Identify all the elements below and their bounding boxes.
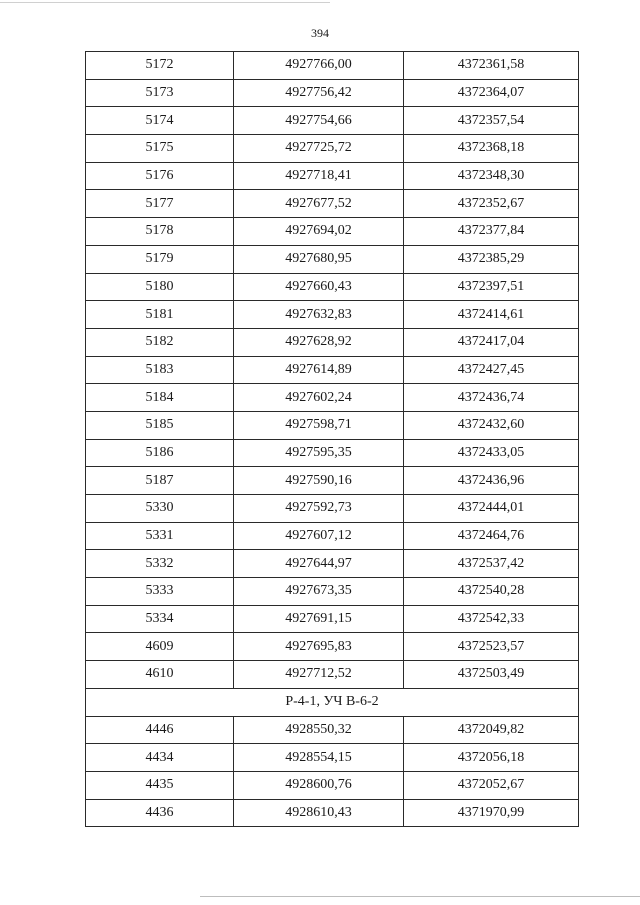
table-row — [86, 384, 579, 412]
table-row — [86, 771, 579, 799]
table-row — [86, 495, 579, 523]
point-number-cell: 4434 — [86, 744, 234, 772]
point-number-cell: 5178 — [86, 218, 234, 246]
point-number-cell: 5332 — [86, 550, 234, 578]
y-coordinate-cell: 4372364,07 — [404, 79, 579, 107]
scan-edge-line — [0, 2, 330, 3]
table-row — [86, 328, 579, 356]
table-row — [86, 744, 579, 772]
table-row — [86, 605, 579, 633]
x-coordinate-cell: 4928610,43 — [234, 799, 404, 827]
y-coordinate-cell: 4372385,29 — [404, 245, 579, 273]
x-coordinate-cell: 4927766,00 — [234, 52, 404, 80]
y-coordinate-cell: 4372436,96 — [404, 467, 579, 495]
y-coordinate-cell: 4372436,74 — [404, 384, 579, 412]
x-coordinate-cell: 4927592,73 — [234, 495, 404, 523]
x-coordinate-cell: 4927725,72 — [234, 135, 404, 163]
table-row — [86, 301, 579, 329]
table-row — [86, 52, 579, 80]
x-coordinate-cell: 4927590,16 — [234, 467, 404, 495]
x-coordinate-cell: 4928550,32 — [234, 716, 404, 744]
x-coordinate-cell: 4927756,42 — [234, 79, 404, 107]
y-coordinate-cell: 4372444,01 — [404, 495, 579, 523]
table-row — [86, 633, 579, 661]
point-number-cell: 5179 — [86, 245, 234, 273]
table-row — [86, 411, 579, 439]
point-number-cell: 4436 — [86, 799, 234, 827]
x-coordinate-cell: 4927644,97 — [234, 550, 404, 578]
y-coordinate-cell: 4372537,42 — [404, 550, 579, 578]
point-number-cell: 5187 — [86, 467, 234, 495]
point-number-cell: 5173 — [86, 79, 234, 107]
table-row — [86, 439, 579, 467]
table-row — [86, 716, 579, 744]
table-row — [86, 578, 579, 606]
x-coordinate-cell: 4927632,83 — [234, 301, 404, 329]
y-coordinate-cell: 4372414,61 — [404, 301, 579, 329]
point-number-cell: 4435 — [86, 771, 234, 799]
point-number-cell: 5183 — [86, 356, 234, 384]
y-coordinate-cell: 4372433,05 — [404, 439, 579, 467]
x-coordinate-cell: 4927712,52 — [234, 661, 404, 689]
y-coordinate-cell: 4372542,33 — [404, 605, 579, 633]
x-coordinate-cell: 4927694,02 — [234, 218, 404, 246]
table-row — [86, 107, 579, 135]
point-number-cell: 4609 — [86, 633, 234, 661]
table-row — [86, 522, 579, 550]
point-number-cell: 5176 — [86, 162, 234, 190]
y-coordinate-cell: 4372540,28 — [404, 578, 579, 606]
point-number-cell: 5182 — [86, 328, 234, 356]
point-number-cell: 5181 — [86, 301, 234, 329]
y-coordinate-cell: 4372368,18 — [404, 135, 579, 163]
point-number-cell: 4446 — [86, 716, 234, 744]
y-coordinate-cell: 4372503,49 — [404, 661, 579, 689]
y-coordinate-cell: 4372348,30 — [404, 162, 579, 190]
section-header-body — [86, 688, 579, 716]
table-row — [86, 245, 579, 273]
point-number-cell: 5331 — [86, 522, 234, 550]
coordinates-table-body — [86, 52, 579, 689]
x-coordinate-cell: 4927628,92 — [234, 328, 404, 356]
x-coordinate-cell: 4927595,35 — [234, 439, 404, 467]
x-coordinate-cell: 4927614,89 — [234, 356, 404, 384]
y-coordinate-cell: 4372357,54 — [404, 107, 579, 135]
y-coordinate-cell: 4372056,18 — [404, 744, 579, 772]
point-number-cell: 5172 — [86, 52, 234, 80]
y-coordinate-cell: 4372417,04 — [404, 328, 579, 356]
coordinates-table-body-section — [86, 716, 579, 827]
table-row — [86, 218, 579, 246]
x-coordinate-cell: 4928554,15 — [234, 744, 404, 772]
x-coordinate-cell: 4927598,71 — [234, 411, 404, 439]
point-number-cell: 5185 — [86, 411, 234, 439]
table-row — [86, 356, 579, 384]
table-row — [86, 273, 579, 301]
table-row — [86, 799, 579, 827]
point-number-cell: 5174 — [86, 107, 234, 135]
x-coordinate-cell: 4927602,24 — [234, 384, 404, 412]
table-row — [86, 661, 579, 689]
table-row — [86, 550, 579, 578]
y-coordinate-cell: 4372352,67 — [404, 190, 579, 218]
y-coordinate-cell: 4372377,84 — [404, 218, 579, 246]
x-coordinate-cell: 4927680,95 — [234, 245, 404, 273]
y-coordinate-cell: 4372361,58 — [404, 52, 579, 80]
point-number-cell: 5177 — [86, 190, 234, 218]
y-coordinate-cell: 4372464,76 — [404, 522, 579, 550]
table-row — [86, 135, 579, 163]
x-coordinate-cell: 4927660,43 — [234, 273, 404, 301]
point-number-cell: 5334 — [86, 605, 234, 633]
scan-edge-line-bottom — [200, 896, 640, 897]
y-coordinate-cell: 4372397,51 — [404, 273, 579, 301]
x-coordinate-cell: 4927754,66 — [234, 107, 404, 135]
y-coordinate-cell: 4372049,82 — [404, 716, 579, 744]
x-coordinate-cell: 4928600,76 — [234, 771, 404, 799]
point-number-cell: 5186 — [86, 439, 234, 467]
x-coordinate-cell: 4927677,52 — [234, 190, 404, 218]
table-row — [86, 467, 579, 495]
point-number-cell: 5333 — [86, 578, 234, 606]
point-number-cell: 5175 — [86, 135, 234, 163]
page-number: 394 — [311, 26, 329, 40]
coordinates-table — [85, 51, 579, 827]
section-title: Р-4-1, УЧ В-6-2 — [86, 688, 579, 716]
point-number-cell: 5330 — [86, 495, 234, 523]
x-coordinate-cell: 4927691,15 — [234, 605, 404, 633]
y-coordinate-cell: 4372427,45 — [404, 356, 579, 384]
y-coordinate-cell: 4371970,99 — [404, 799, 579, 827]
point-number-cell: 4610 — [86, 661, 234, 689]
point-number-cell: 5184 — [86, 384, 234, 412]
y-coordinate-cell: 4372432,60 — [404, 411, 579, 439]
y-coordinate-cell: 4372523,57 — [404, 633, 579, 661]
point-number-cell: 5180 — [86, 273, 234, 301]
x-coordinate-cell: 4927673,35 — [234, 578, 404, 606]
section-header-row — [86, 688, 579, 716]
table-row — [86, 79, 579, 107]
table-row — [86, 162, 579, 190]
y-coordinate-cell: 4372052,67 — [404, 771, 579, 799]
x-coordinate-cell: 4927718,41 — [234, 162, 404, 190]
table-row — [86, 190, 579, 218]
x-coordinate-cell: 4927607,12 — [234, 522, 404, 550]
x-coordinate-cell: 4927695,83 — [234, 633, 404, 661]
